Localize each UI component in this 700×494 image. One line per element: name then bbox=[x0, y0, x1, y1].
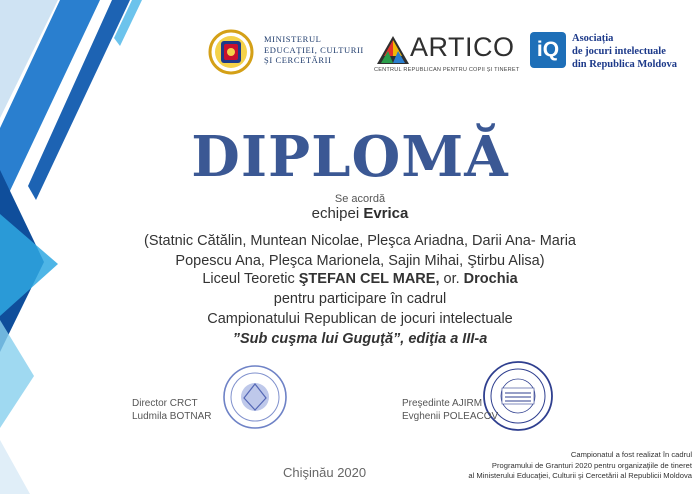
footnote-line-2: Programului de Granturi 2020 pentru organizaţiile de tineret bbox=[491, 460, 692, 470]
school-prefix: Liceul Teoretic bbox=[202, 271, 299, 287]
diploma-title: DIPLOMĂ bbox=[191, 124, 509, 190]
ministry-line-3: ȘI CERCETĂRII bbox=[264, 55, 332, 65]
footnote-line-1: Campionatul a fost realizat în cadrul bbox=[570, 450, 692, 459]
signature-right-name: Evghenii POLEACOV bbox=[402, 411, 499, 422]
team-name: Evrica bbox=[363, 205, 409, 222]
triangle-logo-icon bbox=[376, 35, 410, 65]
artico-logo bbox=[374, 32, 520, 80]
iq-mark-text: iQ bbox=[536, 38, 560, 61]
place-date: Chişinău 2020 bbox=[283, 465, 367, 480]
signature-right-role: Preşedinte AJIRM bbox=[402, 398, 483, 409]
participation-text: pentru participare în cadrul bbox=[273, 291, 447, 307]
coat-of-arms-icon bbox=[208, 28, 254, 76]
iq-line-1: Asociația bbox=[572, 33, 614, 44]
signature-left-name: Ludmila BOTNAR bbox=[132, 411, 212, 422]
signature-left bbox=[132, 397, 211, 423]
school-line bbox=[120, 271, 600, 287]
signature-left-role: Director CRCT bbox=[132, 398, 198, 409]
footnote-line-3: al Ministerului Educaţiei, Culturii şi Cercetării al Republicii Moldova bbox=[468, 471, 692, 480]
championship-text: Campionatului Republican de jocuri intelectuale bbox=[207, 311, 513, 327]
artico-subtitle: CENTRUL REPUBLICAN PENTRU COPII ȘI TINERET bbox=[374, 67, 520, 73]
iq-line-2: de jocuri intelectuale bbox=[572, 46, 666, 57]
iq-association-logo bbox=[530, 30, 692, 76]
city-prefix: or. bbox=[439, 271, 464, 287]
granted-text: Se acordă bbox=[334, 193, 386, 205]
ministry-line-2: EDUCAȚIEI, CULTURII bbox=[264, 44, 364, 55]
grant-footnote bbox=[432, 450, 692, 482]
members-line-1: (Statnic Cătălin, Muntean Nicolae, Pleşca Ariadna, Darii Ana- Maria bbox=[144, 233, 576, 249]
ministry-line-1: MINISTERUL bbox=[264, 34, 322, 44]
signature-right bbox=[402, 397, 498, 423]
team-prefix: echipei bbox=[311, 205, 364, 222]
members-line-2: Popescu Ana, Pleşca Marionela, Sajin Mihai, Ştirbu Alisa) bbox=[175, 253, 545, 269]
edition-text: ”Sub cuşma lui Guguţă”, ediţia a III-a bbox=[232, 331, 488, 347]
school-name: ŞTEFAN CEL MARE, bbox=[298, 271, 440, 287]
iq-line-3: din Republica Moldova bbox=[572, 59, 678, 70]
team-line bbox=[120, 205, 600, 222]
crct-stamp-icon bbox=[222, 364, 288, 430]
iq-mark-icon bbox=[530, 32, 566, 68]
ministry-logo bbox=[208, 28, 368, 78]
city-name: Drochia bbox=[463, 271, 518, 287]
team-members bbox=[110, 231, 610, 271]
artico-wordmark: ARTICO bbox=[410, 32, 515, 62]
